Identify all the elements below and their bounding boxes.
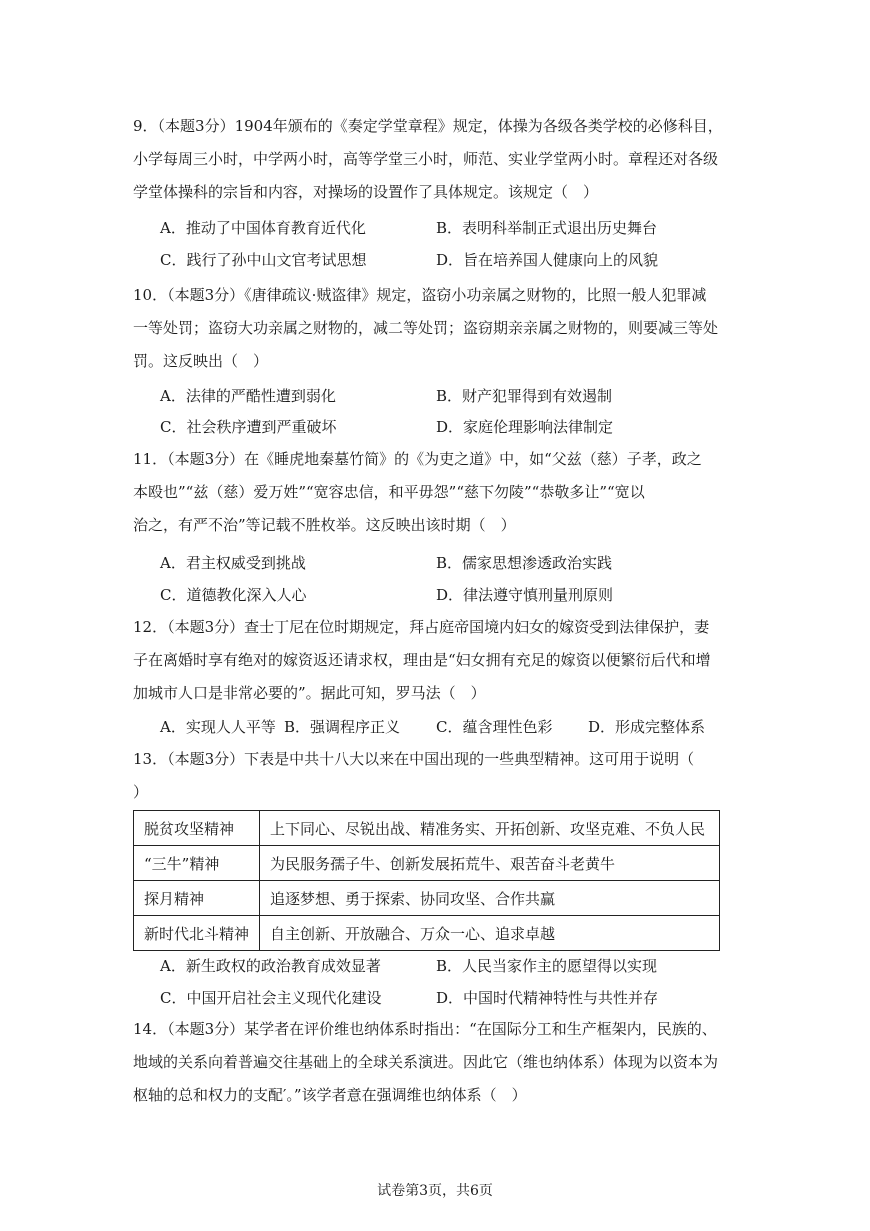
spirit-content: 追逐梦想、勇于探索、协同攻坚、合作共赢 bbox=[260, 881, 720, 916]
option-c[interactable]: C．践行了孙中山文官考试思想 bbox=[160, 251, 367, 269]
option-d[interactable]: D．旨在培养国人健康向上的风貌 bbox=[436, 251, 659, 269]
option-d[interactable]: D．律法遵守慎刑量刑原则 bbox=[436, 586, 614, 604]
option-d[interactable]: D．中国时代精神特性与共性并存 bbox=[436, 989, 659, 1007]
question-14-line: 地域的关系向着普遍交往基础上的全球关系演进。因此它（维也纳体系）体现为以资本为 bbox=[133, 1053, 719, 1071]
question-12-line: 子在离婚时享有绝对的嫁资返还请求权，理由是“妇女拥有充足的嫁资以便繁衍后代和增 bbox=[133, 651, 711, 669]
option-c[interactable]: C．蕴含理性色彩 bbox=[436, 718, 553, 736]
question-13 bbox=[133, 743, 733, 809]
question-9-line: 9．（本题3分）1904年颁布的《奏定学堂章程》规定，体操为各级各类学校的必修科目， bbox=[133, 117, 723, 135]
option-c[interactable]: C．中国开启社会主义现代化建设 bbox=[160, 989, 382, 1007]
question-14-line: 枢轴的总和权力的支配′。”该学者意在强调维也纳体系（ ） bbox=[133, 1086, 527, 1104]
question-10-line: 10．（本题3分）《唐律疏议·贼盗律》规定，盗窃小功亲属之财物的，比照一般人犯罪减 bbox=[133, 286, 707, 304]
question-12-line: 12．（本题3分）查士丁尼在位时期规定，拜占庭帝国境内妇女的嫁资受到法律保护，妻 bbox=[133, 618, 710, 636]
table-row bbox=[134, 846, 720, 881]
question-13-line: ） bbox=[133, 783, 149, 801]
option-a[interactable]: A．新生政权的政治教育成效显著 bbox=[160, 957, 381, 975]
question-9-line: 学堂体操科的宗旨和内容，对操场的设置作了具体规定。该规定（ ） bbox=[133, 183, 599, 201]
option-b[interactable]: B．儒家思想渗透政治实践 bbox=[436, 554, 613, 572]
question-11 bbox=[133, 443, 733, 542]
question-14 bbox=[133, 1013, 733, 1112]
question-9 bbox=[133, 110, 733, 209]
table-row bbox=[134, 916, 720, 951]
option-d[interactable]: D．形成完整体系 bbox=[588, 718, 706, 736]
option-b[interactable]: B．人民当家作主的愿望得以实现 bbox=[436, 957, 658, 975]
spirit-content: 为民服务孺子牛、创新发展拓荒牛、艰苦奋斗老黄牛 bbox=[260, 846, 720, 881]
question-13-line: 13．（本题3分）下表是中共十八大以来在中国出现的一些典型精神。这可用于说明（ bbox=[133, 750, 695, 768]
question-10 bbox=[133, 279, 733, 378]
spirit-name: 脱贫攻坚精神 bbox=[134, 811, 260, 846]
option-c[interactable]: C．道德教化深入人心 bbox=[160, 586, 307, 604]
question-11-line: 11．（本题3分）在《睡虎地秦墓竹简》的《为吏之道》中，如“父兹（慈）子孝，政之 bbox=[133, 450, 702, 468]
question-11-line: 本殴也”“兹（慈）爱万姓”“宽容忠信，和平毋怨”“慈下勿陵”“恭敬多让”“宽以 bbox=[133, 483, 645, 501]
option-a[interactable]: A．法律的严酷性遭到弱化 bbox=[160, 387, 336, 405]
question-12 bbox=[133, 611, 733, 710]
spirit-content: 自主创新、开放融合、万众一心、追求卓越 bbox=[260, 916, 720, 951]
option-b[interactable]: B．表明科举制正式退出历史舞台 bbox=[436, 219, 658, 237]
option-d[interactable]: D．家庭伦理影响法律制定 bbox=[436, 418, 614, 436]
spirit-name: 新时代北斗精神 bbox=[134, 916, 260, 951]
spirit-name: 探月精神 bbox=[134, 881, 260, 916]
spirit-name: “三牛”精神 bbox=[134, 846, 260, 881]
question-11-line: 治之，有严不治”等记载不胜枚举。这反映出该时期（ ） bbox=[133, 516, 516, 534]
page-footer: 试卷第3页，共6页 bbox=[377, 1183, 493, 1199]
option-a[interactable]: A．实现人人平等 bbox=[160, 718, 276, 736]
option-b[interactable]: B．强调程序正义 bbox=[284, 718, 401, 736]
option-a[interactable]: A．推动了中国体育教育近代化 bbox=[160, 219, 366, 237]
option-b[interactable]: B．财产犯罪得到有效遏制 bbox=[436, 387, 613, 405]
table-row bbox=[134, 881, 720, 916]
option-a[interactable]: A．君主权威受到挑战 bbox=[160, 554, 306, 572]
question-14-line: 14．（本题3分）某学者在评价维也纳体系时指出：“在国际分工和生产框架内，民族的、 bbox=[133, 1020, 717, 1038]
spirit-content: 上下同心、尽锐出战、精准务实、开拓创新、攻坚克难、不负人民 bbox=[260, 811, 720, 846]
question-10-line: 罚。这反映出（ ） bbox=[133, 352, 269, 370]
question-9-line: 小学每周三小时，中学两小时，高等学堂三小时，师范、实业学堂两小时。章程还对各级 bbox=[133, 150, 719, 168]
question-10-line: 一等处罚；盗窃大功亲属之财物的，减二等处罚；盗窃期亲亲属之财物的，则要减三等处 bbox=[133, 319, 719, 337]
option-c[interactable]: C．社会秩序遭到严重破坏 bbox=[160, 418, 337, 436]
question-12-line: 加城市人口是非常必要的”。据此可知，罗马法（ ） bbox=[133, 684, 486, 702]
spirits-table bbox=[133, 810, 720, 951]
table-row bbox=[134, 811, 720, 846]
